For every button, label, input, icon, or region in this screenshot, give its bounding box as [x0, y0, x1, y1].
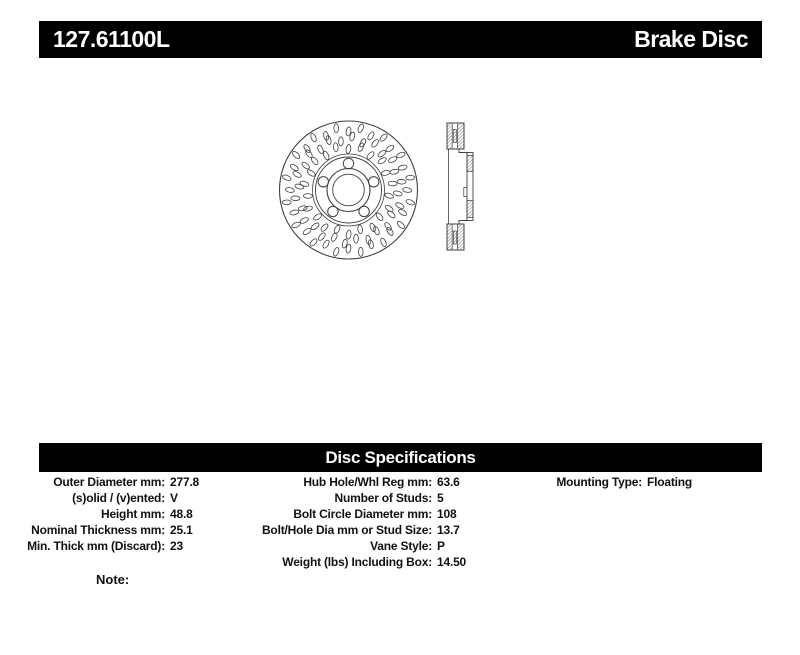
brake-disc-technical-drawing	[255, 100, 505, 280]
spec-label: Vane Style:	[370, 539, 432, 553]
spec-label: Number of Studs:	[334, 491, 432, 505]
spec-value: 63.6	[437, 475, 460, 489]
spec-value: 23	[170, 539, 183, 553]
spec-label: Weight (lbs) Including Box:	[282, 555, 432, 569]
spec-row	[20, 474, 199, 490]
spec-label: Min. Thick mm (Discard):	[27, 539, 165, 553]
front-view	[280, 121, 418, 259]
spec-row	[20, 538, 199, 554]
spec-label: Nominal Thickness mm:	[31, 523, 165, 537]
spec-value: 48.8	[170, 507, 193, 521]
spec-value: 277.8	[170, 475, 200, 489]
spec-row	[240, 474, 466, 490]
spec-row	[240, 522, 466, 538]
spec-label: Bolt Circle Diameter mm:	[293, 507, 432, 521]
section-view	[447, 123, 473, 250]
spec-label: (s)olid / (v)ented:	[72, 491, 165, 505]
note-label: Note:	[96, 572, 130, 587]
spec-row	[20, 490, 199, 506]
spec-label: Mounting Type:	[556, 475, 642, 489]
spec-column-middle	[240, 474, 466, 570]
spec-column-left	[20, 474, 199, 554]
spec-value: 25.1	[170, 523, 193, 537]
spec-label: Height mm:	[100, 507, 165, 521]
spec-value: 5	[437, 491, 444, 505]
spec-value: 108	[437, 507, 457, 521]
spec-row	[20, 506, 199, 522]
spec-row	[540, 474, 692, 490]
spec-section-bar	[39, 443, 762, 472]
spec-value: V	[170, 491, 178, 505]
spec-column-right	[540, 474, 692, 490]
product-type: Brake Disc	[634, 26, 748, 52]
spec-label: Outer Diameter mm:	[53, 475, 165, 489]
spec-row	[240, 554, 466, 570]
spec-value: P	[437, 539, 445, 553]
spec-row	[20, 522, 199, 538]
spec-row	[240, 490, 466, 506]
spec-value: 13.7	[437, 523, 460, 537]
spec-label: Bolt/Hole Dia mm or Stud Size:	[261, 523, 432, 537]
spec-value: 14.50	[437, 555, 467, 569]
spec-row	[240, 538, 466, 554]
drilled-dimple-pattern	[282, 123, 416, 257]
part-number: 127.61100L	[53, 26, 170, 52]
spec-label: Hub Hole/Whl Reg mm:	[303, 475, 432, 489]
spec-row	[240, 506, 466, 522]
spec-section-title: Disc Specifications	[325, 447, 476, 467]
spec-value: Floating	[647, 475, 693, 489]
header-bar	[39, 21, 762, 58]
